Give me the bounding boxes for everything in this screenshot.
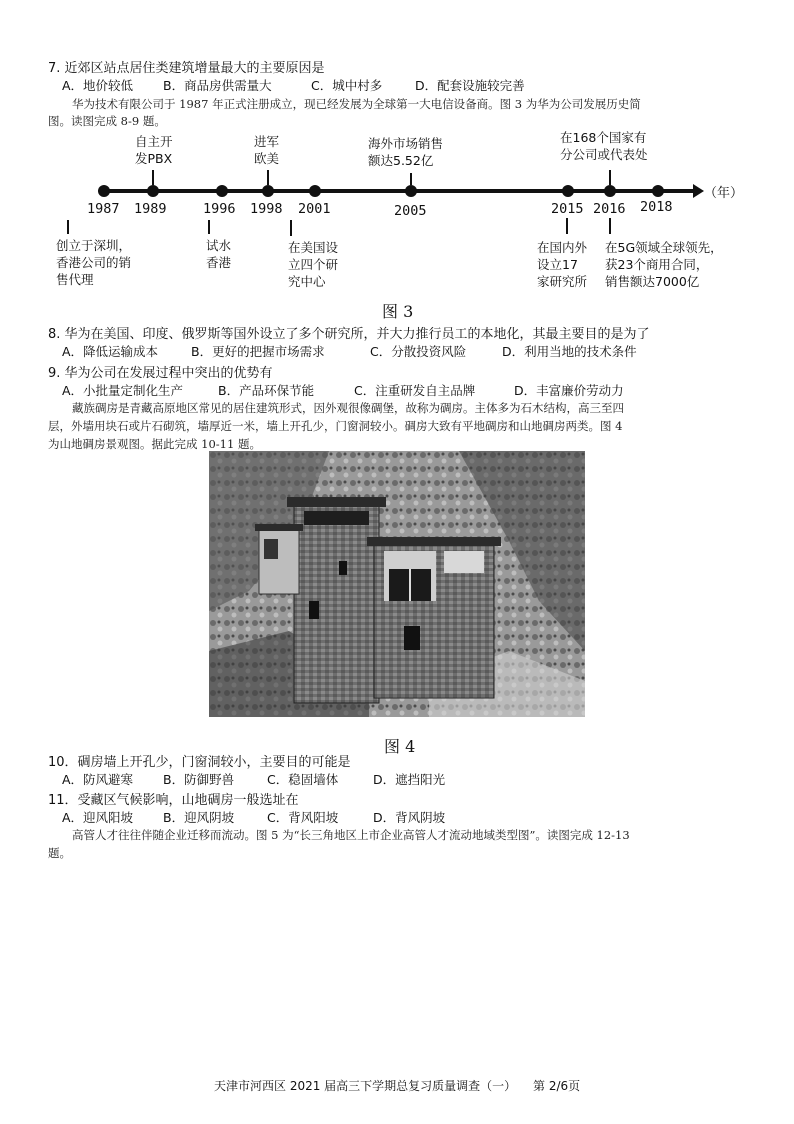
question-10-stem: 10．碉房墙上开孔少，门窗洞较小，主要目的可能是 — [48, 755, 351, 770]
question-9-option-d: D．丰富廉价劳动力 — [514, 383, 624, 398]
question-10-option-a: A．防风避寒 — [62, 772, 134, 787]
event-1989: 自主开 发PBX — [135, 134, 173, 166]
year-2018: 2018 — [640, 199, 673, 215]
question-11-stem: 11．受藏区气候影响，山地碉房一般选址在 — [48, 793, 299, 808]
question-8-option-c: C．分散投资风险 — [370, 344, 467, 359]
timeline-arrow-icon — [693, 184, 704, 198]
intro-10-11-line2: 层，外墙用块石或片石砌筑，墙厚近一米，墙上开孔少，门窗洞较小。碉房大致有平地碉房和山地碉房两类。图 4 — [48, 419, 623, 433]
question-10-option-b: B．防御野兽 — [163, 772, 235, 787]
figure-4-caption: 图 4 — [384, 737, 416, 756]
question-9-option-c: C．注重研发自主品牌 — [354, 383, 476, 398]
timeline-dot-2015 — [562, 185, 574, 197]
timeline-dot-2018 — [652, 185, 664, 197]
timeline-dot-1998 — [262, 185, 274, 197]
year-1998: 1998 — [250, 201, 283, 217]
event-2015: 在国内外 设立17 家研究所 — [537, 240, 588, 289]
footer-page-number: 第 2/6页 — [533, 1079, 581, 1093]
intro-8-9-line1: 华为技术有限公司于 1987 年正式注册成立，现已经发展为全球第一大电信设备商。图 3 为华为公司发展历史简 — [72, 97, 641, 111]
timeline-dot-2016 — [604, 185, 616, 197]
event-2016: 在168个国家有 分公司或代表处 — [560, 130, 648, 162]
event-2005: 海外市场销售 额达5.52亿 — [368, 136, 444, 168]
event-2018: 在5G领域全球领先， 获23个商用合同， 销售额达7000亿 — [605, 240, 723, 289]
question-7-stem: 7. 近郊区站点居住类建筑增量最大的主要原因是 — [48, 61, 325, 76]
question-8-option-d: D．利用当地的技术条件 — [502, 344, 637, 359]
event-1996: 试水 香港 — [206, 238, 232, 270]
intro-8-9-line2: 图。读图完成 8-9 题。 — [48, 114, 166, 128]
year-2005: 2005 — [394, 203, 427, 219]
year-1996: 1996 — [203, 201, 236, 217]
timeline-dot-1996 — [216, 185, 228, 197]
year-1987: 1987 — [87, 201, 120, 217]
question-7-option-c: C．城中村多 — [311, 78, 383, 93]
intro-10-11-line1: 藏族碉房是青藏高原地区常见的居住建筑形式，因外观很像碉堡，故称为碉房。主体多为石木结构，高三至四 — [72, 401, 624, 415]
question-8-option-b: B．更好的把握市场需求 — [191, 344, 325, 359]
year-2015: 2015 — [551, 201, 584, 217]
timeline-dot-1989 — [147, 185, 159, 197]
intro-12-13-line1: 高管人才往往伴随企业迁移而流动。图 5 为“长三角地区上市企业高管人才流动地域类型图”。读图完成 12-13 — [72, 828, 630, 842]
question-7-option-d: D．配套设施较完善 — [415, 78, 525, 93]
year-2001: 2001 — [298, 201, 331, 217]
question-9-stem: 9. 华为公司在发展过程中突出的优势有 — [48, 366, 273, 381]
question-11-option-d: D．背风阴坡 — [373, 810, 446, 825]
question-11-option-b: B．迎风阴坡 — [163, 810, 235, 825]
figure-3-caption: 图 3 — [382, 302, 414, 321]
timeline-dot-1987 — [98, 185, 110, 197]
intro-12-13-line2: 题。 — [48, 846, 71, 860]
question-9-option-a: A．小批量定制化生产 — [62, 383, 184, 398]
year-1989: 1989 — [134, 201, 167, 217]
timeline-unit: （年） — [704, 186, 744, 201]
question-7-option-b: B．商品房供需量大 — [163, 78, 272, 93]
question-10-option-c: C．稳固墙体 — [267, 772, 339, 787]
question-7-option-a: A．地价较低 — [62, 78, 134, 93]
question-11-option-a: A．迎风阳坡 — [62, 810, 134, 825]
question-11-option-c: C．背风阳坡 — [267, 810, 339, 825]
figure-4-photo — [209, 451, 585, 717]
intro-10-11-line3: 为山地碉房景观图。据此完成 10-11 题。 — [48, 437, 261, 451]
event-1998: 进军 欧美 — [254, 134, 280, 166]
year-2016: 2016 — [593, 201, 626, 217]
question-8-option-a: A．降低运输成本 — [62, 344, 159, 359]
event-2001: 在美国设 立四个研 究中心 — [288, 240, 339, 289]
question-9-option-b: B．产品环保节能 — [218, 383, 315, 398]
question-8-stem: 8. 华为在美国、印度、俄罗斯等国外设立了多个研究所，并大力推行员工的本地化，其最主要目的是为了 — [48, 327, 650, 342]
event-1987: 创立于深圳， 香港公司的销 售代理 — [56, 238, 132, 287]
question-10-option-d: D．遮挡阳光 — [373, 772, 446, 787]
footer-exam-title: 天津市河西区 2021 届高三下学期总复习质量调查（一） — [214, 1079, 517, 1093]
timeline-dot-2001 — [309, 185, 321, 197]
timeline-dot-2005 — [405, 185, 417, 197]
